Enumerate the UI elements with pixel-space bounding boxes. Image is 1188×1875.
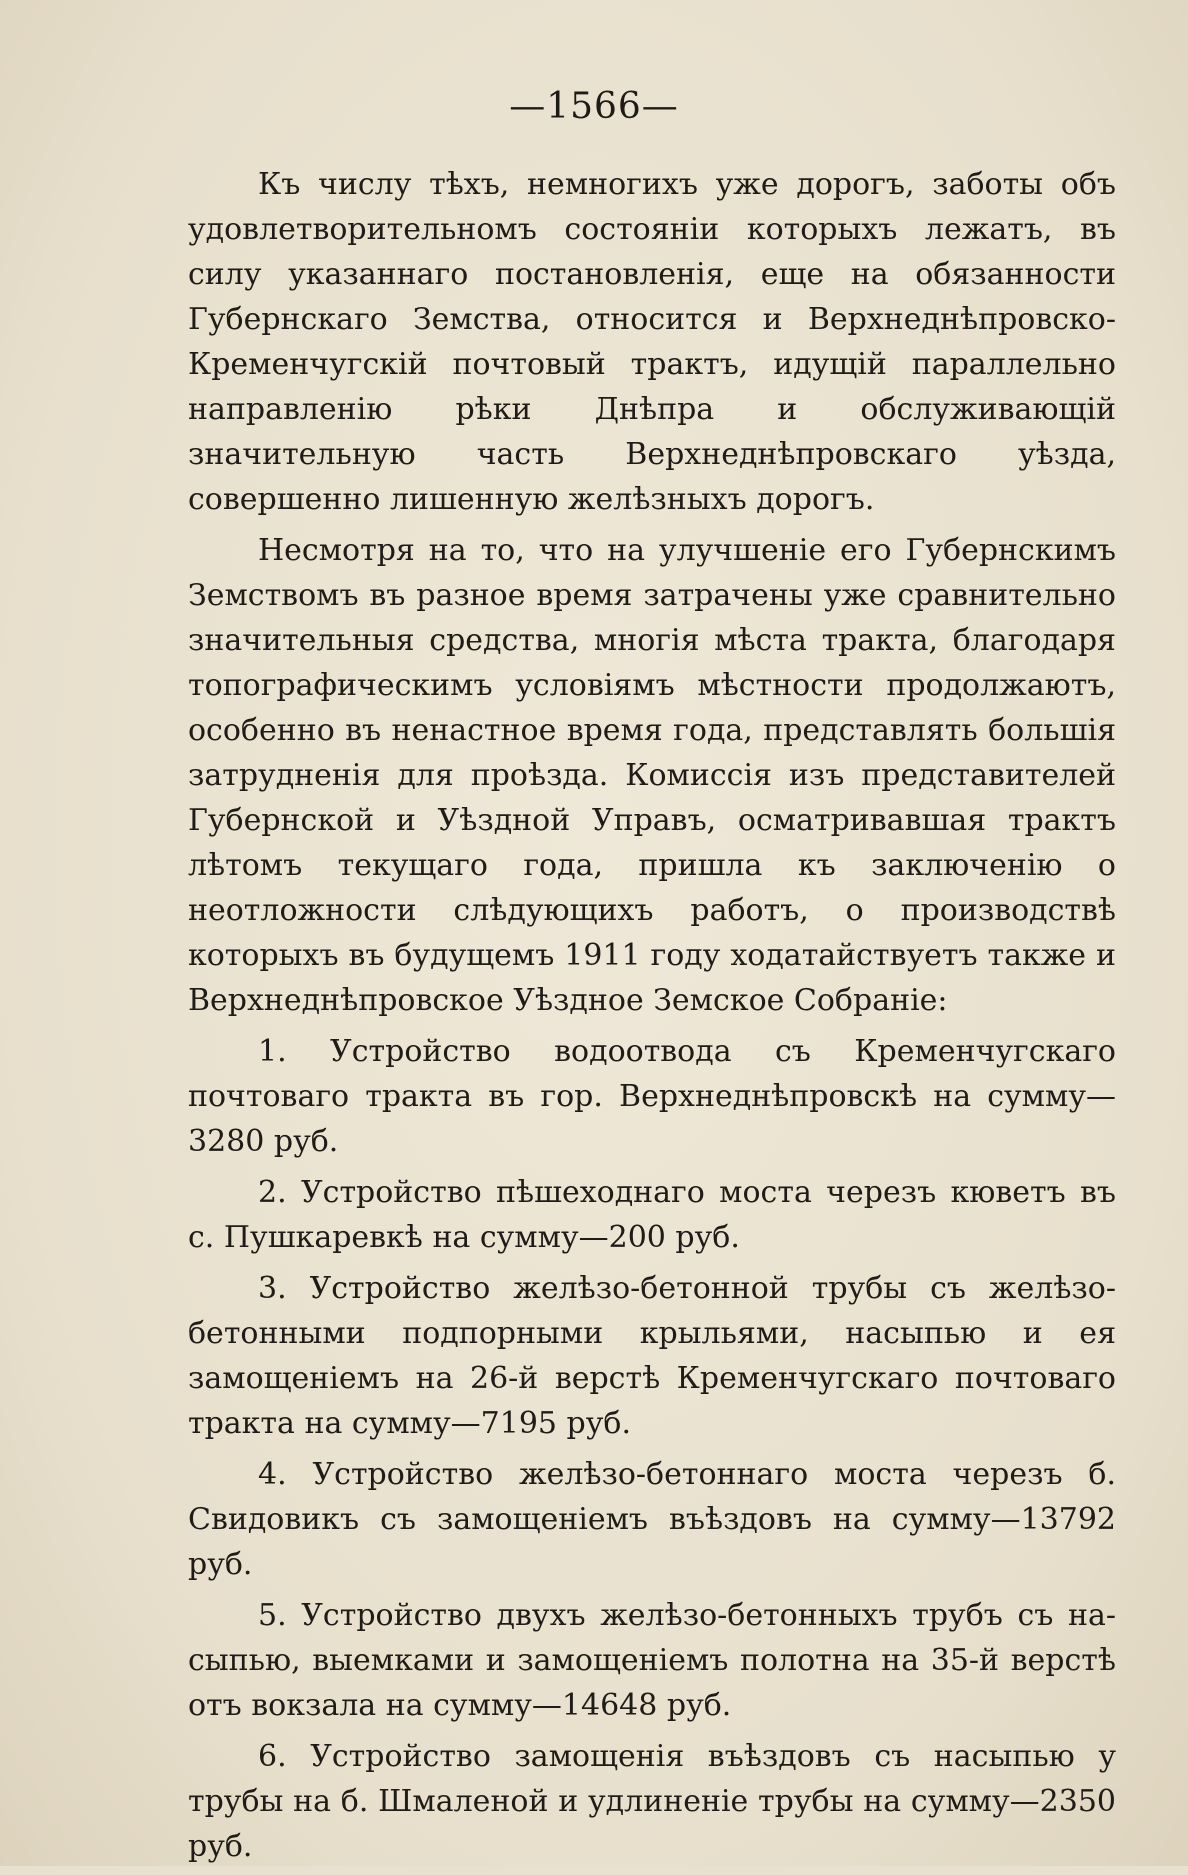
list-item-3: 3. Устройство желѣзо-бетонной трубы съ желѣзо-бетонными подпорными крыльями, насыпью и ея замощенiемъ на 26-й верстѣ Кременчугскаго почтоваго тракта на сумму—7195 руб. bbox=[188, 1271, 1116, 1441]
paragraph-intro: Къ числу тѣхъ, немногихъ уже дорогъ, заботы объ удовлетворительномъ состоянiи которыхъ лежатъ, въ силу указаннаго постановленiя, еще на обязанности Губернскаго Земства, относится и Верхнеднѣпровско-Кременчугскiй почтовый трактъ, идущiй параллельно направленiю рѣки Днѣпра и обслуживающiй значительную часть Верхнеднѣпровскаго уѣзда, совершенно лишенную желѣзныхъ дорогъ. bbox=[188, 167, 1116, 517]
page-body bbox=[188, 162, 1116, 1875]
page-number: —1566— bbox=[509, 86, 679, 127]
list-item-2: 2. Устройство пѣшеходнаго моста черезъ кюветъ въ с. Пушкаревкѣ на сумму—200 руб. bbox=[188, 1175, 1116, 1255]
list-item-6: 6. Устройство замощенiя въѣздовъ съ насыпью у трубы на б. Шмаленой и удлиненiе трубы на сумму—2350 руб. bbox=[188, 1739, 1116, 1864]
list-item-4: 4. Устройство желѣзо-бетоннаго моста черезъ б. Свидовикъ съ замощенiемъ въѣздовъ на сумму—13792 руб. bbox=[188, 1457, 1116, 1582]
paragraph-commission: Несмотря на то, что на улучшенiе его Губернскимъ Земствомъ въ разное время затрачены уже сравнительно значительныя средства, многiя мѣста тракта, благодаря топографическимъ условiямъ мѣстности продолжаютъ, особенно въ ненастное время года, представлять большiя затрудненiя для проѣзда. Комиссiя изъ представителей Губернской и Уѣздной Управъ, осматривавшая трактъ лѣтомъ текущаго года, пришла къ заключенiю о неотложности слѣдующихъ работъ, о производствѣ которыхъ въ будущемъ 1911 году ходатайствуетъ также и Верхнеднѣпровское Уѣздное Земское Собранiе: bbox=[188, 533, 1116, 1018]
list-item-5: 5. Устройство двухъ желѣзо-бетонныхъ трубъ съ насыпью, выемками и замощенiемъ полотна на 35-й верстѣ отъ вокзала на сумму—14648 руб. bbox=[188, 1598, 1116, 1723]
list-item-1: 1. Устройство водоотвода съ Кременчугскаго почтоваго тракта въ гор. Верхнеднѣпровскѣ на сумму—3280 руб. bbox=[188, 1034, 1116, 1159]
